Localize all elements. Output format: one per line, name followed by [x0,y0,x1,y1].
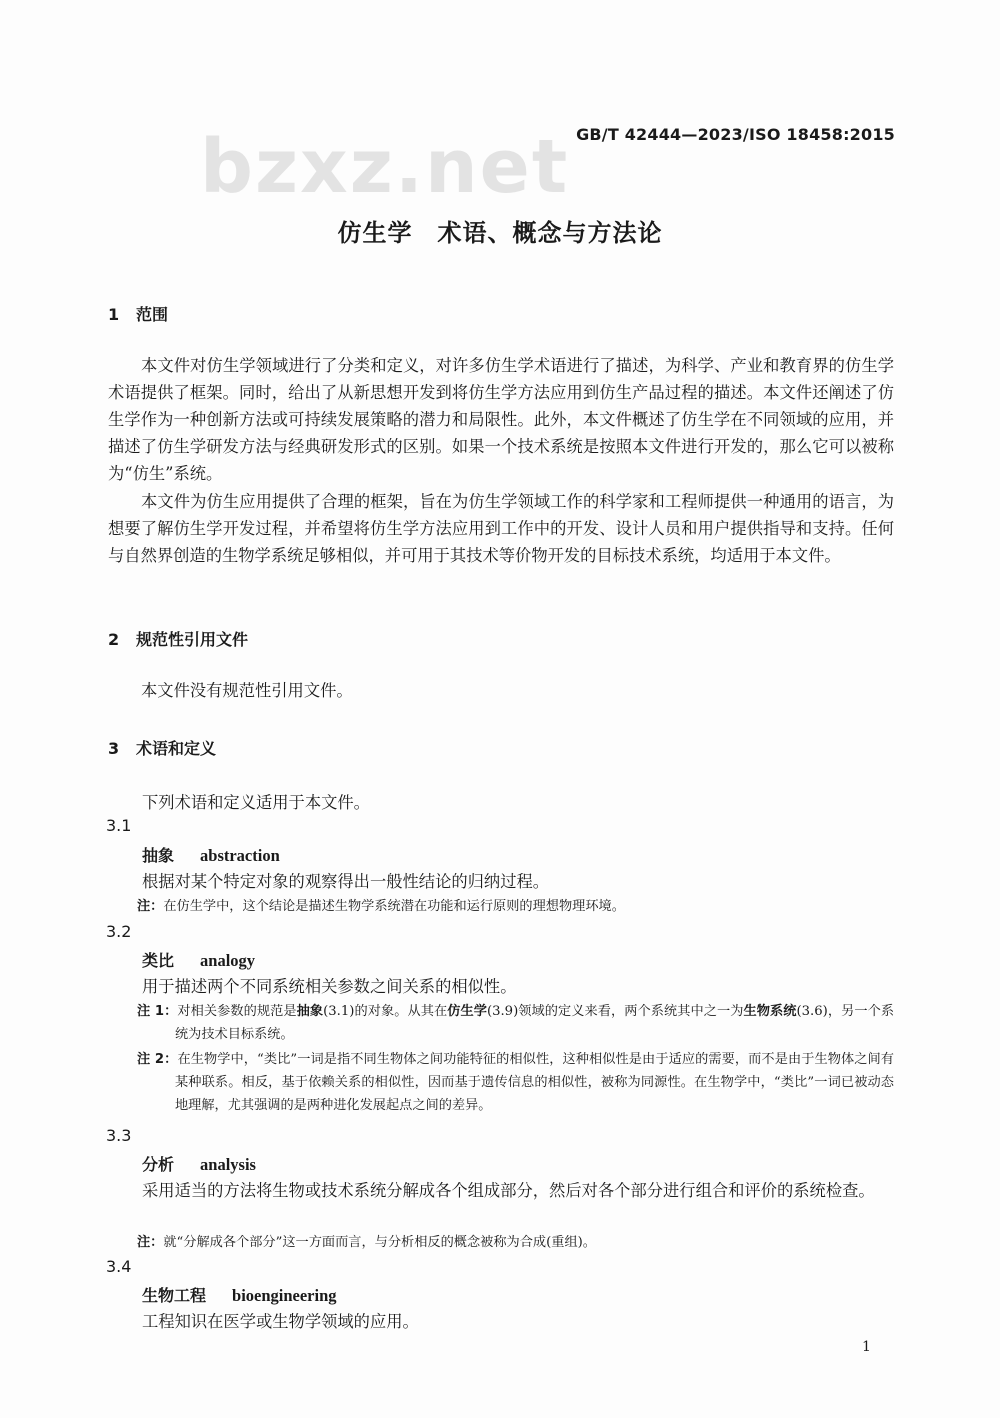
note-text: (3.1)的对象。从其在 [323,1004,448,1019]
term-definition: 根据对某个特定对象的观察得出一般性结论的归纳过程。 [142,872,550,891]
term-analogy [142,948,255,971]
term-note [137,1231,894,1254]
term-note-1 [137,1000,894,1046]
note-text: (3.6)，另一个系统为技术目标系统。 [175,1004,895,1042]
clause-number: 3.4 [106,1257,132,1276]
terms-intro: 下列术语和定义适用于本文件。 [142,793,370,812]
section-1-heading [108,302,168,325]
normative-references-paragraph: 本文件没有规范性引用文件。 [141,681,353,700]
term-zh: 类比 [142,951,175,970]
section-number: 1 [108,305,120,324]
section-3-heading [108,736,216,759]
term-definition: 采用适当的方法将生物或技术系统分解成各个组成部分，然后对各个部分进行组合和评价的系统检查。 [142,1181,875,1200]
clause-number: 3.1 [106,816,132,835]
section-number: 2 [108,630,120,649]
note-text: 对相关参数的规范是 [177,1004,297,1019]
note-label: 注： [137,1235,164,1250]
term-note [137,895,894,918]
scope-paragraph-1: 本文件对仿生学领域进行了分类和定义，对许多仿生学术语进行了描述，为科学、产业和教育界的仿生学术语提供了框架。同时，给出了从新思想开发到将仿生学方法应用到仿生产品过程的描述。本文件还阐述了仿生学作为一种创新方法或可持续发展策略的潜力和局限性。此外，本文件概述了仿生学在不同领域的应用，并描述了仿生学研发方法与经典研发形式的区别。如果一个技术系统是按照本文件进行开发的，那么它可以被称为“仿生”系统。 [108,356,894,483]
watermark: bzxz.net [200,124,570,210]
term-bioengineering [142,1283,337,1306]
clause-number: 3.2 [106,922,132,941]
section-2-heading [108,627,248,650]
scope-paragraph-2: 本文件为仿生应用提供了合理的框架，旨在为仿生学领域工作的科学家和工程师提供一种通用的语言，为想要了解仿生学开发过程，并希望将仿生学方法应用到工作中的开发、设计人员和用户提供指导和支持。任何与自然界创造的生物学系统足够相似，并可用于其技术等价物开发的目标技术系统，均适用于本文件。 [108,492,894,565]
note-text: 在生物学中，“类比”一词是指不同生物体之间功能特征的相似性，这种相似性是由于适应的需要，而不是由于生物体之间有某种联系。相反，基于依赖关系的相似性，因而基于遗传信息的相似性，被称为同源性。在生物学中，“类比”一词已被动态地理解，尤其强调的是两种进化发展起点之间的差异。 [175,1052,894,1113]
term-en: bioengineering [232,1286,337,1305]
note-text: 就“分解成各个部分”这一方面而言，与分析相反的概念被称为合成(重组)。 [163,1235,596,1250]
section-title: 术语和定义 [136,739,217,758]
section-title: 规范性引用文件 [136,630,249,649]
cross-reference: 仿生学 [447,1004,487,1019]
clause-number: 3.3 [106,1126,132,1145]
term-analysis [142,1152,256,1175]
cross-reference: 生物系统 [743,1004,797,1019]
note-label: 注： [137,899,164,914]
section-title: 范围 [136,305,169,324]
term-note-2 [137,1048,894,1117]
cross-reference: 抽象 [296,1004,324,1019]
term-en: abstraction [200,846,280,865]
term-en: analysis [200,1155,256,1174]
page-number: 1 [862,1339,871,1355]
note-text: (3.9)领域的定义来看，两个系统其中之一为 [486,1004,744,1019]
term-abstraction [142,843,280,866]
term-zh: 抽象 [142,846,175,865]
term-en: analogy [200,951,256,970]
note-label: 注 1： [137,1004,178,1019]
term-zh: 生物工程 [142,1286,207,1305]
term-zh: 分析 [142,1155,175,1174]
term-definition: 工程知识在医学或生物学领域的应用。 [142,1312,419,1331]
term-definition: 用于描述两个不同系统相关参数之间关系的相似性。 [142,977,517,996]
note-text: 在仿生学中，这个结论是描述生物学系统潜在功能和运行原则的理想物理环境。 [163,899,625,914]
section-number: 3 [108,739,120,758]
standard-code: GB/T 42444—2023/ISO 18458:2015 [576,125,895,144]
page-title: 仿生学 术语、概念与方法论 [337,219,663,247]
note-label: 注 2： [137,1052,178,1067]
